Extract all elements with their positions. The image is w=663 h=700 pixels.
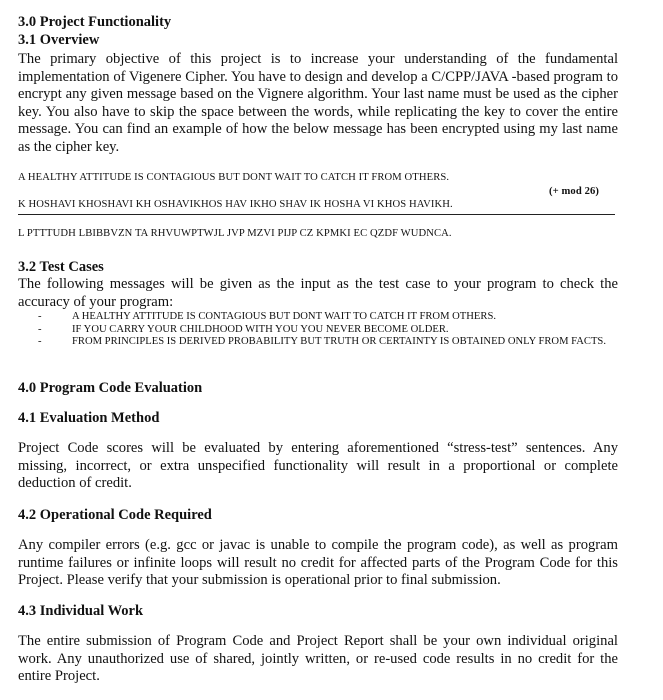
list-dash: -	[38, 336, 42, 347]
sum-divider	[18, 214, 615, 215]
test-case-item: - IF YOU CARRY YOUR CHILDHOOD WITH YOU YOU NEVER BECOME OLDER.	[38, 323, 449, 335]
test-case-item: - FROM PRINCIPLES IS DERIVED PROBABILITY BUT TRUTH OR CERTAINTY IS OBTAINED ONLY FROM FACTS.	[38, 336, 606, 347]
example-key: K HOSHAVI KHOSHAVI KH OSHAVIKHOS HAV IKHO SHAV IK HOSHA VI KHOS HAVIKH.	[18, 199, 453, 210]
mod-note: (+ mod 26)	[549, 186, 599, 197]
evaluation-paragraph: Project Code scores will be evaluated by entering aforementioned “stress-test” sentences. Any missing, incorrect, or extra unspecified functionality will result in a proportional or complete deduction of credit.	[18, 440, 618, 492]
heading-3-1: 3.1 Overview	[18, 32, 100, 48]
overview-paragraph: The primary objective of this project is to increase your understanding of the fundamental implementation of Vigenere Cipher. You have to design and develop a C/CPP/JAVA -based program to encrypt any given message based on the Vignere algorithm. Your last name must be used as the cipher key. You also have to skip the space between the words, while replicating the key to cover the entire message. You can find an example of how the below message has been encrypted using my last name as the cipher key.	[18, 51, 618, 155]
heading-4-1: 4.1 Evaluation Method	[18, 410, 160, 426]
heading-4-3: 4.3 Individual Work	[18, 603, 144, 619]
individual-work-paragraph: The entire submission of Program Code and Project Report shall be your own individual original work. Any unauthorized use of shared, jointly written, or re-used code results in no credit for the entire Project.	[18, 633, 618, 685]
test-cases-intro: The following messages will be given as the input as the test case to your program to check the accuracy of your program:	[18, 276, 618, 310]
operational-paragraph: Any compiler errors (e.g. gcc or javac is unable to compile the program code), as well as program runtime failures or infinite loops will result no credit for affected parts of the Program Code for this Project. Please verify that your submission is operational prior to final submission.	[18, 537, 618, 589]
list-dash: -	[38, 323, 42, 335]
heading-3-2: 3.2 Test Cases	[18, 259, 104, 275]
example-plaintext: A HEALTHY ATTITUDE IS CONTAGIOUS BUT DONT WAIT TO CATCH IT FROM OTHERS.	[18, 172, 450, 183]
list-dash: -	[38, 311, 42, 322]
heading-4-2: 4.2 Operational Code Required	[18, 507, 212, 523]
heading-4-0: 4.0 Program Code Evaluation	[18, 380, 203, 396]
test-case-list	[18, 311, 614, 349]
example-ciphertext: L PTTTUDH LBIBBVZN TA RHVUWPTWJL JVP MZVI PIJP CZ KPMKI EC QZDF WUDNCA.	[18, 228, 452, 239]
test-case-item: - A HEALTHY ATTITUDE IS CONTAGIOUS BUT DONT WAIT TO CATCH IT FROM OTHERS.	[38, 311, 496, 322]
heading-3-0: 3.0 Project Functionality	[18, 14, 172, 30]
